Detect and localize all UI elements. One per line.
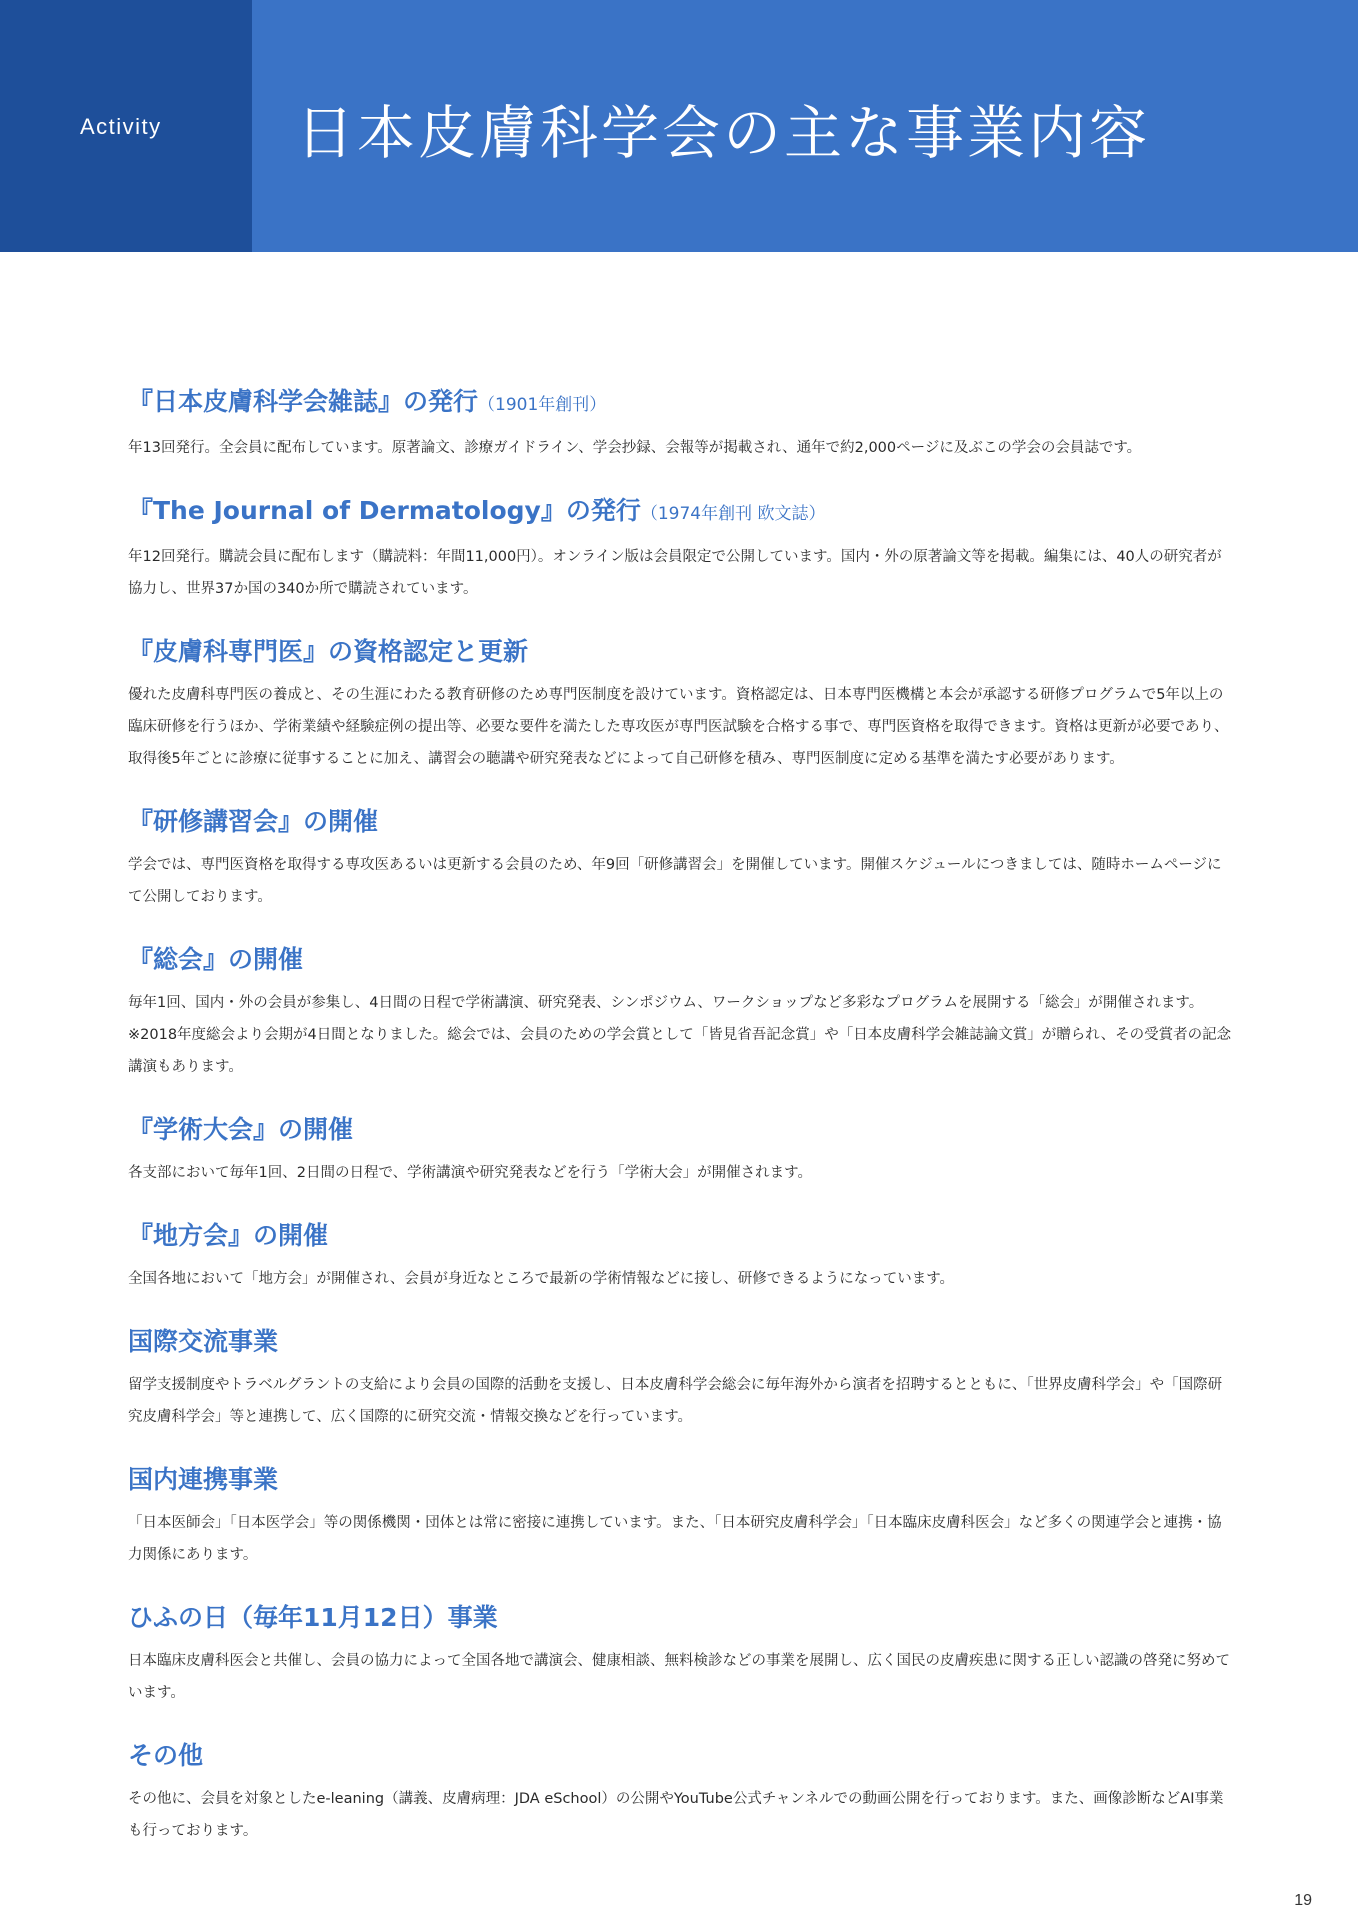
section-body: 毎年1回、国内・外の会員が参集し、4日間の日程で学術講演、研究発表、シンポジウム、ワークショップなど多彩なプログラムを展開する「総会」が開催されます。※2018年度総会より会期が4日間となりました。総会では、会員のための学会賞として「皆見省吾記念賞」や「日本皮膚科学会雑誌論文賞」が贈られ、その受賞者の記念講演もあります。 bbox=[128, 995, 1232, 1075]
section-title: 国内連携事業 bbox=[128, 1465, 279, 1494]
section-regional-meeting bbox=[128, 1217, 1232, 1295]
section-body: 日本臨床皮膚科医会と共催し、会員の協力によって全国各地で講演会、健康相談、無料検診などの事業を展開し、広く国民の皮膚疾患に関する正しい認識の啓発に努めています。 bbox=[128, 1653, 1230, 1701]
page-header bbox=[0, 0, 1358, 252]
section-body: 各支部において毎年1回、2日間の日程で、学術講演や研究発表などを行う「学術大会」が開催されます。 bbox=[128, 1165, 812, 1181]
section-heading bbox=[128, 803, 1232, 841]
section-skin-day bbox=[128, 1599, 1232, 1709]
section-note: （1901年創刊） bbox=[478, 395, 607, 415]
section-heading bbox=[128, 383, 1232, 424]
section-journal-en bbox=[128, 492, 1232, 605]
page-number: 19 bbox=[1294, 1892, 1312, 1909]
section-body: その他に、会員を対象としたe-leaning（講義、皮膚病理：JDA eSchool）の公開やYouTube公式チャンネルでの動画公開を行っております。また、画像診断などAI事業も行っております。 bbox=[128, 1791, 1224, 1839]
section-title: 『総会』の開催 bbox=[128, 945, 304, 974]
section-title: 『The Journal of Dermatology』の発行 bbox=[128, 496, 641, 525]
activity-list bbox=[128, 383, 1232, 1875]
section-body: 年12回発行。購読会員に配布します（購読料：年間11,000円）。オンライン版は会員限定で公開しています。国内・外の原著論文等を掲載。編集には、40人の研究者が協力し、世界37か国の340か所で購読されています。 bbox=[128, 549, 1222, 597]
section-body: 年13回発行。全会員に配布しています。原著論文、診療ガイドライン、学会抄録、会報等が掲載され、通年で約2,000ページに及ぶこの学会の会員誌です。 bbox=[128, 440, 1142, 456]
section-title: 『研修講習会』の開催 bbox=[128, 807, 379, 836]
section-heading bbox=[128, 492, 1232, 533]
section-title: 『学術大会』の開催 bbox=[128, 1115, 354, 1144]
page-title: 日本皮膚科学会の主な事業内容 bbox=[296, 99, 1151, 167]
section-heading bbox=[128, 941, 1232, 979]
section-title: ひふの日（毎年11月12日）事業 bbox=[128, 1603, 498, 1632]
section-heading bbox=[128, 1111, 1232, 1149]
section-body: 学会では、専門医資格を取得する専攻医あるいは更新する会員のため、年9回「研修講習会」を開催しています。開催スケジュールにつきましては、随時ホームページにて公開しております。 bbox=[128, 857, 1222, 905]
section-title: その他 bbox=[128, 1741, 204, 1770]
section-training bbox=[128, 803, 1232, 913]
section-body: 留学支援制度やトラベルグラントの支給により会員の国際的活動を支援し、日本皮膚科学会総会に毎年海外から演者を招聘するとともに、「世界皮膚科学会」や「国際研究皮膚科学会」等と連携して、広く国際的に研究交流・情報交換などを行っています。 bbox=[128, 1377, 1223, 1425]
section-heading bbox=[128, 633, 1232, 671]
section-body: 全国各地において「地方会」が開催され、会員が身近なところで最新の学術情報などに接し、研修できるようになっています。 bbox=[128, 1271, 955, 1287]
section-note: （1974年創刊 欧文誌） bbox=[640, 504, 826, 524]
section-heading bbox=[128, 1737, 1232, 1775]
section-title: 『皮膚科専門医』の資格認定と更新 bbox=[128, 637, 529, 666]
section-body: 優れた皮膚科専門医の養成と、その生涯にわたる教育研修のため専門医制度を設けています。資格認定は、日本専門医機構と本会が承認する研修プログラムで5年以上の臨床研修を行うほか、学術業績や経験症例の提出等、必要な要件を満たした専攻医が専門医試験を合格する事で、専門医資格を取得できます。資格は更新が必要であり、取得後5年ごとに診療に従事することに加え、講習会の聴講や研究発表などによって自己研修を積み、専門医制度に定める基準を満たす必要があります。 bbox=[128, 687, 1229, 767]
section-domestic bbox=[128, 1461, 1232, 1571]
section-international bbox=[128, 1323, 1232, 1433]
section-body: 「日本医師会」「日本医学会」等の関係機関・団体とは常に密接に連携しています。また、「日本研究皮膚科学会」「日本臨床皮膚科医会」など多くの関連学会と連携・協力関係にあります。 bbox=[128, 1515, 1222, 1563]
section-general-meeting bbox=[128, 941, 1232, 1083]
category-label: Activity bbox=[80, 114, 162, 139]
section-heading bbox=[128, 1599, 1232, 1637]
category-tab bbox=[0, 0, 252, 252]
section-title: 国際交流事業 bbox=[128, 1327, 279, 1356]
section-other bbox=[128, 1737, 1232, 1847]
section-title: 『日本皮膚科学会雑誌』の発行 bbox=[128, 387, 479, 416]
section-heading bbox=[128, 1217, 1232, 1255]
section-academic-conference bbox=[128, 1111, 1232, 1189]
section-heading bbox=[128, 1323, 1232, 1361]
section-specialist bbox=[128, 633, 1232, 775]
section-journal-jp bbox=[128, 383, 1232, 464]
section-heading bbox=[128, 1461, 1232, 1499]
section-title: 『地方会』の開催 bbox=[128, 1221, 329, 1250]
